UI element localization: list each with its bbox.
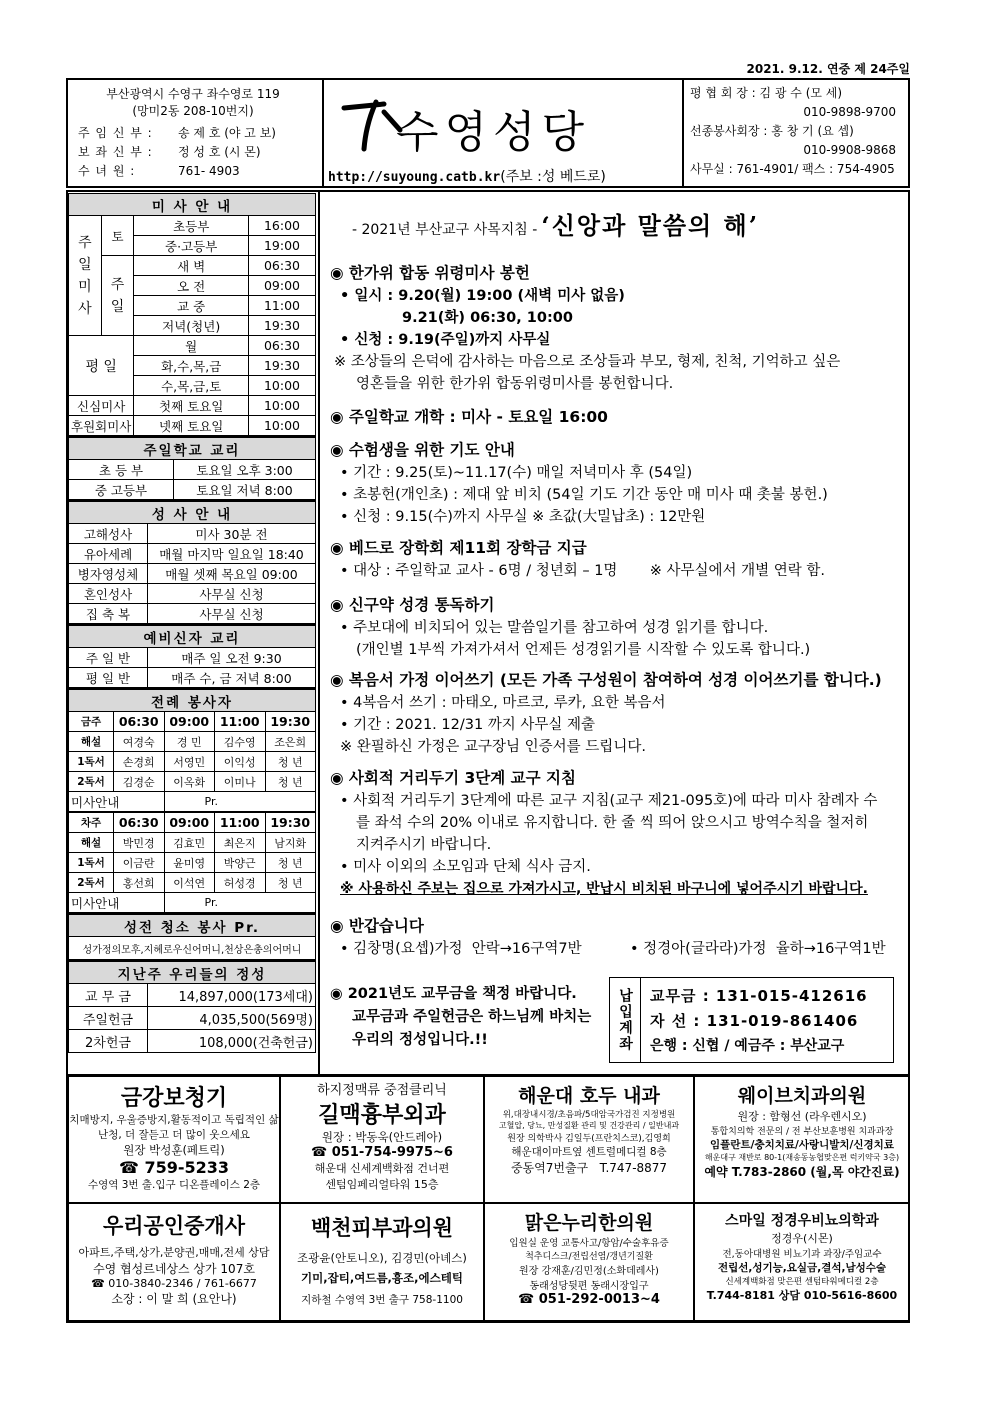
mass-name: 오 전 bbox=[134, 276, 249, 296]
website-url[interactable]: http://suyoung.catb.kr bbox=[328, 170, 501, 185]
server-name: 이금란 bbox=[114, 853, 165, 873]
server-name: 이석연 bbox=[164, 873, 215, 893]
week-label: 차주 bbox=[69, 812, 114, 833]
ad-title: 우리공인중개사 bbox=[102, 1213, 245, 1238]
ad-line: ☎ 759-5233 bbox=[118, 1158, 230, 1177]
tithe-line: ◉ 2021년도 교무금을 책정 바랍니다. bbox=[330, 986, 577, 1002]
ad-line: 아파트,주택,상가,분양권,매매,전세 상담 bbox=[78, 1246, 270, 1259]
ad-dental[interactable] bbox=[694, 1076, 910, 1203]
row-label: 집 축 복 bbox=[69, 604, 148, 624]
role-label: 해설 bbox=[69, 833, 114, 853]
ad-line: 지하철 수영역 3번 출구 758-1100 bbox=[301, 1294, 463, 1306]
row-value: 108,000(건축헌금) bbox=[148, 1030, 316, 1053]
role-label: 1독서 bbox=[69, 853, 114, 873]
catechumen-table bbox=[68, 624, 316, 688]
ad-line: 센텀임페리얼타워 15층 bbox=[325, 1178, 439, 1191]
ad-title: 해운대 호두 내과 bbox=[518, 1085, 660, 1107]
sun-label: 주 일 bbox=[101, 256, 134, 336]
mass-day: 첫째 토요일 bbox=[134, 396, 249, 416]
guide-label: 미사안내 bbox=[69, 792, 165, 813]
server-name: 여경숙 bbox=[114, 732, 165, 752]
account-line: 자 선 : 131-019-861406 bbox=[650, 1012, 859, 1030]
ad-line: 중동역7번출구 T.747-8877 bbox=[510, 1161, 668, 1175]
deposit-label: 납입계좌 bbox=[610, 978, 641, 1062]
notice-7 bbox=[330, 766, 908, 900]
tithe-line: 우리의 정성입니다.!! bbox=[352, 1032, 488, 1048]
ad-line: 조광윤(안토니오), 김경민(아녜스) bbox=[297, 1251, 467, 1265]
ad-line: 전,동아대병원 비뇨기과 과장/주임교수 bbox=[722, 1249, 882, 1260]
role-label: 2독서 bbox=[69, 873, 114, 893]
address-line: 부산광역시 수영구 좌수영로 119 bbox=[106, 87, 280, 101]
ad-title: 맑은누리한의원 bbox=[524, 1212, 654, 1234]
server-name: 이미나 bbox=[215, 772, 266, 792]
server-name: 청 년 bbox=[265, 752, 316, 772]
row-label: 주 일 반 bbox=[69, 648, 148, 668]
row-label: 중 고등부 bbox=[69, 480, 174, 500]
notice-line: • 대상 : 주일학교 교사 - 6명 / 청년회 – 1명 ※ 사무실에서 개별 연락 함. bbox=[340, 563, 825, 579]
notice-line: • 기간 : 2021. 12/31 까지 사무실 제출 bbox=[340, 717, 596, 733]
row-value: 사무실 신청 bbox=[148, 584, 316, 604]
schedule-column bbox=[68, 193, 316, 1053]
row-label: 고해성사 bbox=[69, 524, 148, 544]
address bbox=[88, 86, 298, 120]
ad-line: 척추디스크/전립선염/갱년기질환 bbox=[525, 1252, 653, 1262]
mass-time: 10:00 bbox=[249, 376, 316, 396]
ad-line: 예약 T.783-2860 (월,목 야간진료) bbox=[704, 1165, 900, 1179]
contact-line: 평 협 회 장 : 김 광 수 (모 세) bbox=[690, 86, 843, 100]
ad-line: 해운대이마트옆 센트럴메디컬 8층 bbox=[511, 1146, 667, 1158]
ad-line: 임플란트/충치치료/사랑니발치/신경치료 bbox=[710, 1139, 894, 1151]
altar-service-table bbox=[68, 688, 316, 913]
notice-line: • 주보대에 비치되어 있는 말씀일기를 참고하여 성경 읽기를 합니다. bbox=[340, 620, 769, 636]
title-prefix: - 2021년 부산교구 사목지침 - bbox=[352, 222, 538, 238]
ad-realty[interactable] bbox=[68, 1203, 280, 1321]
mass-time: 16:00 bbox=[249, 216, 316, 236]
server-name: 윤미영 bbox=[164, 853, 215, 873]
ad-title: 금강보청기 bbox=[120, 1086, 228, 1111]
mass-time: 19:00 bbox=[249, 236, 316, 256]
ad-line: 위,대장내시경/초음파/5대암국가검진 지정병원 bbox=[502, 1110, 676, 1120]
notice-line: • 미사 이외의 소모임과 단체 식사 금지. bbox=[340, 859, 591, 875]
contacts bbox=[690, 84, 906, 179]
mass-time: 10:00 bbox=[249, 416, 316, 436]
mass-time: 06:30 bbox=[249, 256, 316, 276]
notice-heading: ◉ 수험생을 위한 기도 안내 bbox=[330, 441, 515, 459]
notice-8 bbox=[330, 914, 908, 960]
server-name: 박민경 bbox=[114, 833, 165, 853]
contact-line: 선종봉사회장 : 홍 창 기 (요 셉) bbox=[690, 124, 854, 138]
staff-role: 보 좌 신 부 : bbox=[78, 145, 153, 159]
ad-line: 원장 의학박사 김일두(프란치스코),김영희 bbox=[507, 1134, 671, 1144]
notice-6 bbox=[330, 668, 908, 758]
mass-name: 월 bbox=[134, 336, 249, 356]
ad-line: 해운대 신세계백화점 건너편 bbox=[314, 1162, 450, 1175]
ad-title: 스마일 정경우비뇨의학과 bbox=[725, 1213, 879, 1229]
ad-line: 신세계백화점 맞은편 센텀타워메디컬 2층 bbox=[725, 1277, 879, 1287]
guide-label: 미사안내 bbox=[69, 893, 165, 913]
ad-line: 원장 : 박동욱(안드레아) bbox=[321, 1130, 443, 1144]
notice-2 bbox=[330, 405, 908, 429]
ad-line: 난청, 더 잘듣고 더 많이 웃으세요 bbox=[98, 1129, 250, 1141]
ad-hearing-aid[interactable] bbox=[68, 1076, 280, 1203]
row-label: 혼인성사 bbox=[69, 584, 148, 604]
row-value: 매월 셋째 목요일 09:00 bbox=[148, 564, 316, 584]
notice-heading: ◉ 반갑습니다 bbox=[330, 917, 424, 935]
guide-value: Pr. bbox=[164, 893, 316, 913]
website bbox=[328, 166, 606, 186]
row-label: 주일헌금 bbox=[69, 1007, 148, 1030]
guide-value: Pr. bbox=[164, 792, 316, 813]
server-name: 청 년 bbox=[265, 853, 316, 873]
mass-name: 화,수,목,금 bbox=[134, 356, 249, 376]
ad-oriental-clinic[interactable] bbox=[484, 1203, 694, 1321]
section-title: 성 사 안 내 bbox=[69, 501, 316, 524]
mass-name: 신심미사 bbox=[69, 396, 134, 416]
notice-line: (개인별 1부씩 가져가셔서 언제든 성경읽기를 시작할 수 있도록 합니다.) bbox=[356, 642, 811, 658]
contact-line: 010-9898-9700 bbox=[803, 105, 896, 119]
notice-heading: ◉ 사회적 거리두기 3단계 교구 지침 bbox=[330, 769, 576, 787]
notice-line: • 기간 : 9.25(토)~11.17(수) 매일 저녁미사 후 (54일) bbox=[340, 465, 693, 481]
notice-line: • 초봉헌(개인초) : 제대 앞 비치 (54일 기도 기간 동안 매 미사 때 촛불 봉헌.) bbox=[340, 487, 828, 503]
role-label: 2독서 bbox=[69, 772, 114, 792]
notice-line: • 4복음서 쓰기 : 마태오, 마르코, 루카, 요한 복음서 bbox=[340, 695, 666, 711]
week-label: 금주 bbox=[69, 712, 114, 732]
row-value: 매월 마지막 일요일 18:40 bbox=[148, 544, 316, 564]
ad-title: 웨이브치과의원 bbox=[737, 1085, 867, 1107]
ad-line: 수영 협성르네상스 상가 107호 bbox=[93, 1262, 255, 1276]
notice-line: 9.21(화) 06:30, 10:00 bbox=[402, 310, 573, 326]
notice-line: ※ 완필하신 가정은 교구장님 인증서를 드립니다. bbox=[340, 739, 646, 755]
section-title: 전례 봉사자 bbox=[69, 689, 316, 712]
ad-line: 원장 : 함형선 (라우렌시오) bbox=[737, 1110, 867, 1123]
notice-3 bbox=[330, 438, 908, 528]
time-header: 09:00 bbox=[164, 712, 215, 732]
staff-role: 수 녀 원 : bbox=[78, 164, 136, 178]
ad-urology[interactable] bbox=[694, 1203, 910, 1321]
church-name: 수영성당 bbox=[396, 107, 591, 158]
ad-line: 소장 : 이 말 희 (요안나) bbox=[111, 1292, 237, 1306]
notice-line bbox=[330, 938, 908, 960]
notice-line: ※ 사용하신 주보는 집으로 가져가시고, 반납시 비치된 바구니에 넣어주시기 바랍니다. bbox=[340, 881, 868, 897]
staff-name: 정 성 호 (시 몬) bbox=[178, 145, 261, 159]
notice-line: ※ 조상들의 은덕에 감사하는 마음으로 조상들과 부모, 형제, 친척, 기억하고 싶은 bbox=[334, 354, 841, 370]
row-value: 사무실 신청 bbox=[148, 604, 316, 624]
row-label: 평 일 반 bbox=[69, 668, 148, 688]
row-label: 유아세례 bbox=[69, 544, 148, 564]
notice-line: 를 좌석 수의 20% 이내로 유지합니다. 한 줄 씩 띄어 앉으시고 방역수칙을 철저히 bbox=[356, 815, 869, 831]
ad-subtitle: 하지정맥류 중점클리닉 bbox=[317, 1083, 447, 1098]
row-label: 초 등 부 bbox=[69, 460, 174, 480]
sunday-mass-label: 주 일 미 사 bbox=[69, 216, 102, 336]
ad-line: ☎ 051-754-9975~6 bbox=[311, 1145, 453, 1160]
notice-line: • 신청 : 9.15(수)까지 사무실 ※ 초값(大밀납초) : 12만원 bbox=[340, 509, 706, 525]
school-table bbox=[68, 436, 316, 500]
row-label: 2차헌금 bbox=[69, 1030, 148, 1053]
time-header: 06:30 bbox=[114, 712, 165, 732]
ad-line: 통합치의학 전문의 / 전 부산보훈병원 치과과장 bbox=[710, 1127, 894, 1137]
staff-name: 송 제 호 (야 고 보) bbox=[178, 126, 276, 140]
notice-heading: ◉ 주일학교 개학 : 미사 - 토요일 16:00 bbox=[330, 408, 608, 426]
mass-day: 넷째 토요일 bbox=[134, 416, 249, 436]
server-name: 조은희 bbox=[265, 732, 316, 752]
mass-time: 11:00 bbox=[249, 296, 316, 316]
patron: (주보 :성 베드로) bbox=[500, 169, 606, 185]
ads-divider bbox=[66, 1074, 910, 1076]
time-header: 06:30 bbox=[114, 812, 165, 833]
ad-line: 입원실 운영 교통사고/항암/수술후유증 bbox=[509, 1238, 669, 1249]
welcome-family: • 정경아(글라라)가정 율하→16구역1반 bbox=[630, 941, 886, 957]
weekday-label: 평 일 bbox=[69, 336, 134, 396]
account-line: 은행 : 신협 / 예금주 : 부산교구 bbox=[650, 1038, 845, 1054]
notice-line: • 신청 : 9.19(주일)까지 사무실 bbox=[340, 332, 551, 348]
ad-line: ☎ 051-292-0013~4 bbox=[518, 1292, 660, 1307]
ad-line: T.744-8181 상담 010-5616-8600 bbox=[706, 1289, 898, 1302]
notice-4 bbox=[330, 536, 908, 582]
offering-table bbox=[68, 960, 316, 1053]
staff-role: 주 임 신 부 : bbox=[78, 126, 153, 140]
time-header: 19:30 bbox=[265, 812, 316, 833]
header bbox=[66, 78, 910, 188]
ad-line: 정경우(시몬) bbox=[771, 1232, 833, 1245]
ad-internal-medicine[interactable] bbox=[484, 1076, 694, 1203]
server-name: 김수영 bbox=[215, 732, 266, 752]
mass-schedule-table bbox=[68, 193, 316, 436]
mass-time: 19:30 bbox=[249, 316, 316, 336]
mass-name: 초등부 bbox=[134, 216, 249, 236]
time-header: 19:30 bbox=[265, 712, 316, 732]
row-value: 14,897,000(173세대) bbox=[148, 984, 316, 1007]
ad-line: 수영역 3번 출.입구 디온플레이스 2층 bbox=[87, 1179, 261, 1191]
divider bbox=[682, 80, 684, 186]
server-name: 남지화 bbox=[265, 833, 316, 853]
ad-surgery[interactable] bbox=[280, 1076, 484, 1203]
staff-list bbox=[78, 124, 276, 181]
ad-line: 전립선,성기능,요실금,결석,남성수술 bbox=[717, 1262, 887, 1274]
account-line: 교무금 : 131-015-412616 bbox=[650, 987, 868, 1005]
time-header: 11:00 bbox=[215, 812, 266, 833]
notice-line: 지켜주시기 바랍니다. bbox=[356, 837, 492, 853]
mass-time: 09:00 bbox=[249, 276, 316, 296]
notice-1 bbox=[330, 261, 908, 395]
account-box bbox=[609, 977, 894, 1063]
notice-heading: ◉ 신구약 성경 통독하기 bbox=[330, 596, 495, 614]
notice-line: • 사회적 거리두기 3단계에 따른 교구 지침(교구 제21-095호)에 따라 미사 참례자 수 bbox=[340, 793, 878, 809]
tithe-line: 교무금과 주일헌금은 하느님께 바치는 bbox=[352, 1009, 592, 1025]
ad-title: 백천피부과의원 bbox=[310, 1216, 453, 1240]
section-title: 지난주 우리들의 정성 bbox=[69, 961, 316, 984]
server-name: 이익성 bbox=[215, 752, 266, 772]
sat-label: 토 bbox=[101, 216, 134, 256]
notice-heading: ◉ 베드로 장학회 제11회 장학금 지급 bbox=[330, 539, 587, 557]
row-value: 토요일 오후 3:00 bbox=[174, 460, 316, 480]
time-header: 11:00 bbox=[215, 712, 266, 732]
ad-line: 고혈압, 당뇨, 만성질환 관리 및 건강관리 / 일반내과 bbox=[498, 1121, 680, 1130]
mass-name: 중·고등부 bbox=[134, 236, 249, 256]
staff-name: 761- 4903 bbox=[178, 164, 240, 178]
row-value: 미사 30분 전 bbox=[148, 524, 316, 544]
ad-line: 동래성당뒷편 동래시장입구 bbox=[529, 1281, 649, 1292]
server-name: 김효민 bbox=[164, 833, 215, 853]
server-name: 경 민 bbox=[164, 732, 215, 752]
notice-line: • 일시 : 9.20(월) 19:00 (새벽 미사 없음) bbox=[340, 288, 625, 304]
server-name: 김경순 bbox=[114, 772, 165, 792]
ad-line: 해운대구 재반로 80-1(재송동농협맞은편 럭키약국 3층) bbox=[704, 1153, 900, 1162]
server-name: 홍선희 bbox=[114, 873, 165, 893]
server-name: 허성경 bbox=[215, 873, 266, 893]
notice-heading: ◉ 복음서 가정 이어쓰기 (모든 가족 구성원이 참여하여 성경 이어쓰기를 합니다.) bbox=[330, 671, 882, 689]
title-main: ‘신앙과 말씀의 해’ bbox=[541, 211, 760, 240]
server-name: 청 년 bbox=[265, 772, 316, 792]
cleaning-groups: 성가정의모후,지혜로우신어머니,천상은총의어머니 bbox=[69, 937, 316, 960]
contact-line: 010-9908-9868 bbox=[803, 143, 896, 157]
mass-name: 새 벽 bbox=[134, 256, 249, 276]
mass-name: 저녁(청년) bbox=[134, 316, 249, 336]
role-label: 해설 bbox=[69, 732, 114, 752]
row-value: 매주 일 오전 9:30 bbox=[148, 648, 316, 668]
address-line: (망미2동 208-10번지) bbox=[132, 104, 254, 118]
server-name: 이옥화 bbox=[164, 772, 215, 792]
server-name: 최은지 bbox=[215, 833, 266, 853]
cleaning-table bbox=[68, 913, 316, 960]
sacraments-table bbox=[68, 500, 316, 624]
column-divider bbox=[318, 190, 320, 1076]
server-name: 청 년 bbox=[265, 873, 316, 893]
mass-name: 수,목,금,토 bbox=[134, 376, 249, 396]
welcome-family: • 김창명(요셉)가정 안락→16구역7반 bbox=[340, 941, 582, 957]
row-label: 교 무 금 bbox=[69, 984, 148, 1007]
time-header: 09:00 bbox=[164, 812, 215, 833]
section-title: 주일학교 교리 bbox=[69, 437, 316, 460]
ad-line: 기미,잡티,여드름,흉조,에스테틱 bbox=[301, 1271, 463, 1285]
row-value: 매주 수, 금 저녁 8:00 bbox=[148, 668, 316, 688]
ad-line: 치매방지, 우울증방지,활동적이고 독립적인 삶 bbox=[69, 1114, 279, 1126]
section-title: 예비신자 교리 bbox=[69, 625, 316, 648]
row-value: 토요일 저녁 8:00 bbox=[174, 480, 316, 500]
date-line: 2021. 9.12. 연중 제 24주일 bbox=[746, 62, 910, 76]
section-title: 성전 청소 봉사 Pr. bbox=[69, 914, 316, 937]
notice-line: 영혼들을 위한 한가위 합동위령미사를 봉헌합니다. bbox=[356, 376, 674, 392]
row-value: 4,035,500(569명) bbox=[148, 1007, 316, 1030]
ad-line: ☎ 010-3840-2346 / 761-6677 bbox=[91, 1277, 257, 1290]
server-name: 손경희 bbox=[114, 752, 165, 772]
server-name: 서영민 bbox=[164, 752, 215, 772]
divider bbox=[322, 80, 324, 186]
page-title bbox=[352, 206, 759, 241]
section-title: 미 사 안 내 bbox=[69, 194, 316, 216]
tithe-notice bbox=[330, 983, 605, 1052]
mass-time: 19:30 bbox=[249, 356, 316, 376]
ad-line: 원장 강재훈/김민정(소화데레사) bbox=[519, 1266, 659, 1277]
ad-title: 길맥흉부외과 bbox=[318, 1103, 446, 1128]
mass-name: 후원회미사 bbox=[69, 416, 134, 436]
mass-time: 06:30 bbox=[249, 336, 316, 356]
notice-heading: ◉ 한가위 합동 위령미사 봉헌 bbox=[330, 264, 530, 282]
mass-name: 교 중 bbox=[134, 296, 249, 316]
server-name: 박양근 bbox=[215, 853, 266, 873]
contact-line: 사무실 : 761-4901/ 팩스 : 754-4905 bbox=[690, 162, 895, 176]
mass-time: 10:00 bbox=[249, 396, 316, 416]
church-logo bbox=[336, 94, 666, 158]
ad-line: 원장 박성훈(페트릭) bbox=[123, 1143, 225, 1157]
ad-dermatology[interactable] bbox=[280, 1203, 484, 1321]
notice-5 bbox=[330, 593, 908, 661]
role-label: 1독서 bbox=[69, 752, 114, 772]
row-label: 병자영성체 bbox=[69, 564, 148, 584]
